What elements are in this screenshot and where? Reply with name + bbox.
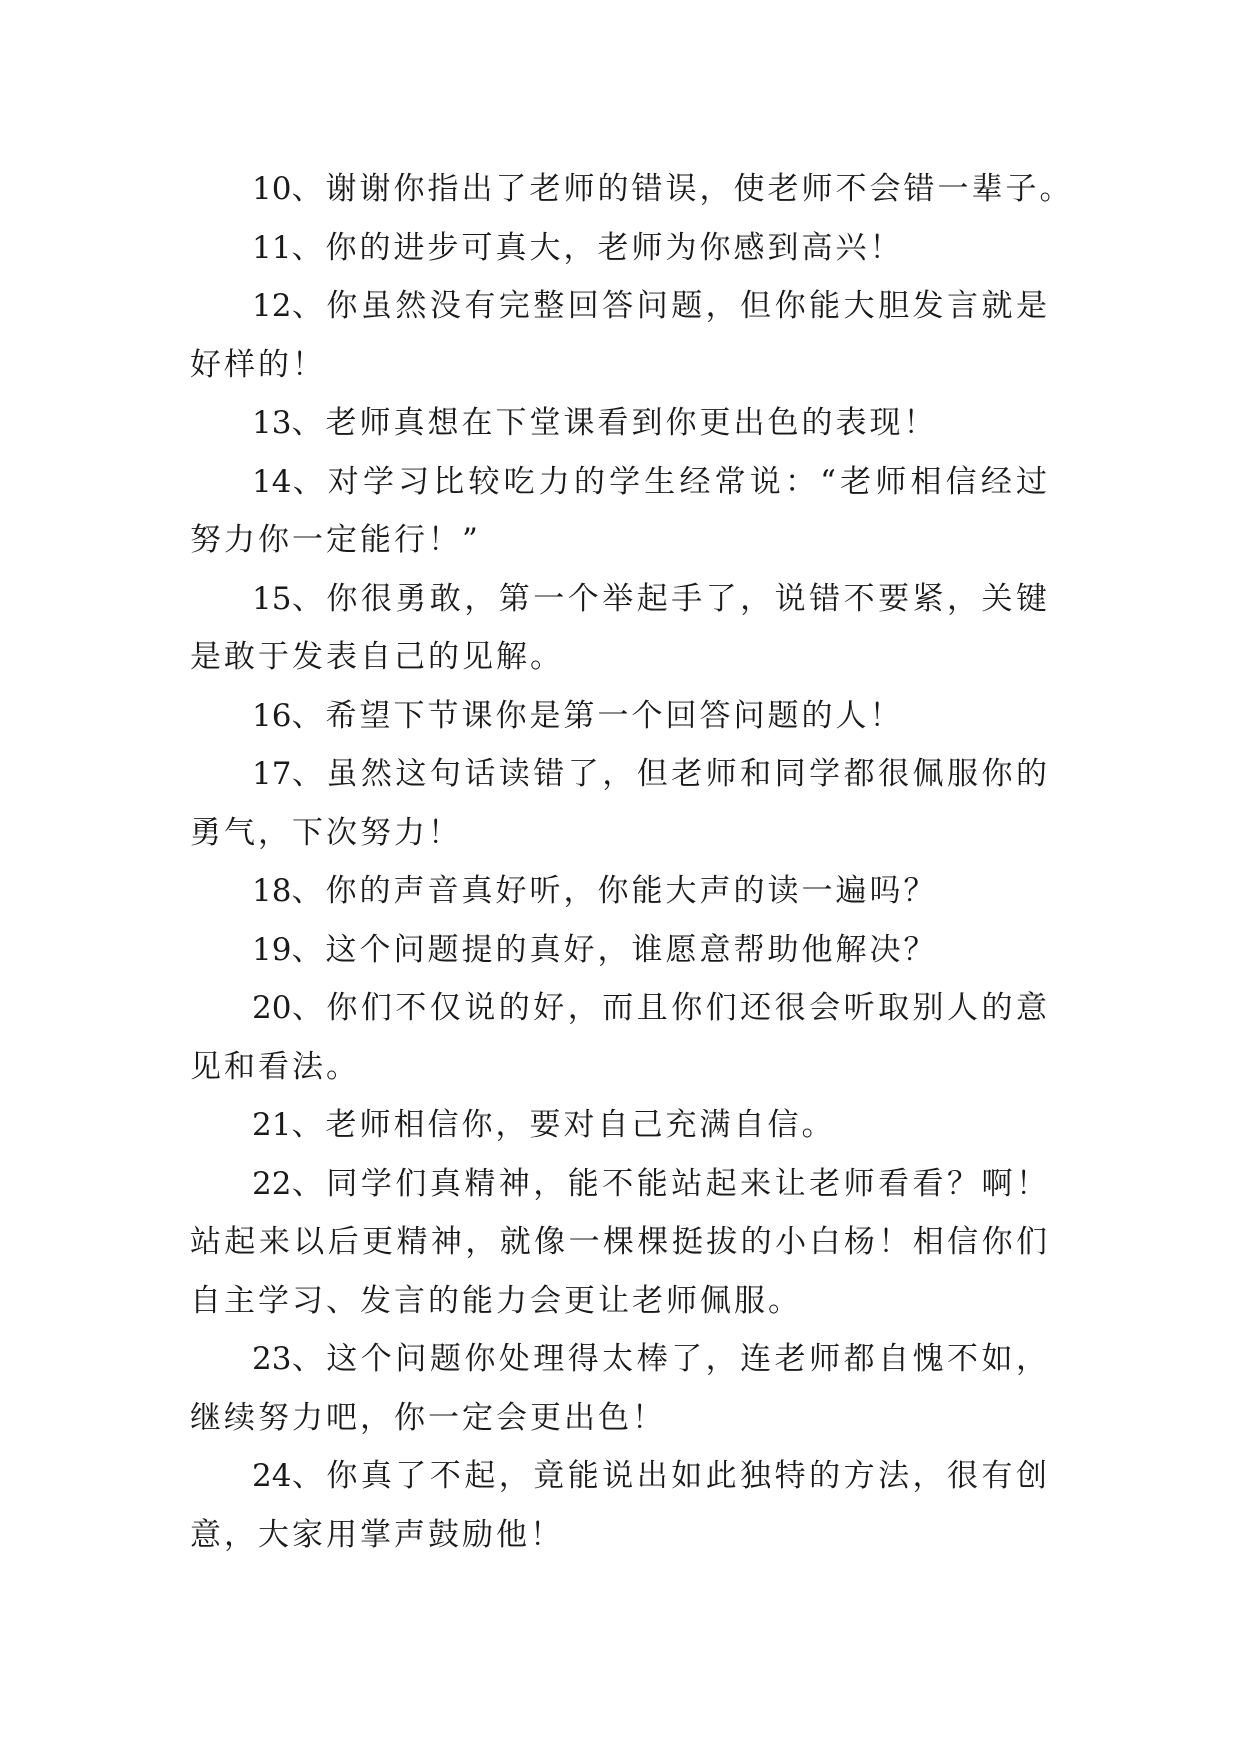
paragraph-19: 19、这个问题提的真好，谁愿意帮助他解决？ <box>252 931 938 968</box>
document-body <box>190 160 1074 1564</box>
paragraph-17: 17、虽然这句话读错了，但老师和同学都很佩服你的勇气，下次努力！ <box>190 756 1050 851</box>
paragraph-15: 15、你很勇敢，第一个举起手了，说错不要紧，关键是敢于发表自己的见解。 <box>190 580 1050 675</box>
paragraph-12: 12、你虽然没有完整回答问题，但你能大胆发言就是好样的！ <box>190 288 1050 383</box>
paragraph-10: 10、谢谢你指出了老师的错误，使老师不会错一辈子。 <box>252 171 1074 207</box>
paragraph-24: 24、你真了不起，竟能说出如此独特的方法，很有创意，大家用掌声鼓励他！ <box>190 1458 1050 1553</box>
paragraph-18: 18、你的声音真好听，你能大声的读一遍吗？ <box>252 873 938 909</box>
paragraph-14: 14、对学习比较吃力的学生经常说：“老师相信经过努力你一定能行！” <box>190 463 1050 558</box>
paragraph-16: 16、希望下节课你是第一个回答问题的人！ <box>252 697 904 734</box>
paragraph-20: 20、你们不仅说的好，而且你们还很会听取别人的意见和看法。 <box>190 990 1050 1085</box>
paragraph-22: 22、同学们真精神，能不能站起来让老师看看？啊！站起来以后更精神，就像一棵棵挺拔的小白杨！相信你们自主学习、发言的能力会更让老师佩服。 <box>190 1165 1050 1319</box>
paragraph-21: 21、老师相信你，要对自己充满自信。 <box>252 1107 836 1143</box>
paragraph-11: 11、你的进步可真大，老师为你感到高兴！ <box>252 229 904 266</box>
paragraph-23: 23、这个问题你处理得太棒了，连老师都自愧不如，继续努力吧，你一定会更出色！ <box>190 1341 1050 1436</box>
paragraph-13: 13、老师真想在下堂课看到你更出色的表现！ <box>252 405 938 441</box>
